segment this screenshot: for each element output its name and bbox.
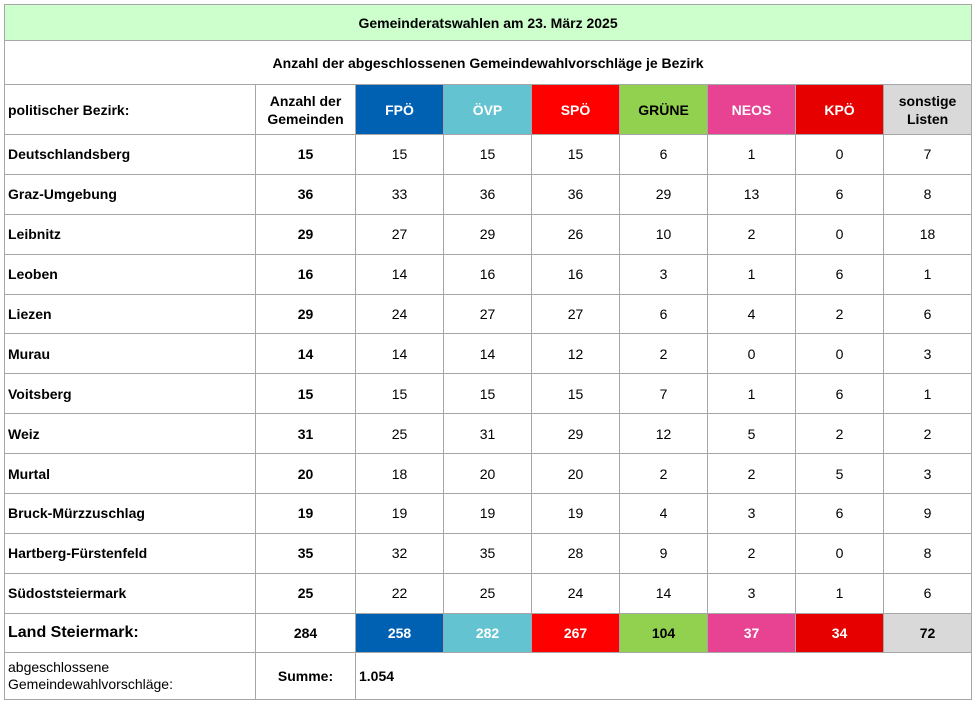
table-row <box>5 334 972 374</box>
row-value: 15 <box>444 374 532 414</box>
row-value: 3 <box>620 254 708 294</box>
row-value: 16 <box>532 254 620 294</box>
row-value: 1 <box>884 374 972 414</box>
row-value: 36 <box>532 174 620 214</box>
row-bezirk: Weiz <box>5 414 256 454</box>
row-value: 3 <box>708 573 796 613</box>
summary-value: 1.054 <box>356 652 972 699</box>
row-value: 2 <box>708 214 796 254</box>
row-gemeinden: 29 <box>256 294 356 334</box>
row-bezirk: Südoststeiermark <box>5 573 256 613</box>
row-value: 2 <box>708 454 796 494</box>
row-value: 10 <box>620 214 708 254</box>
table-row <box>5 533 972 573</box>
row-value: 9 <box>620 533 708 573</box>
row-value: 31 <box>444 414 532 454</box>
row-value: 3 <box>708 494 796 534</box>
row-value: 18 <box>356 454 444 494</box>
row-value: 15 <box>532 135 620 175</box>
row-value: 27 <box>444 294 532 334</box>
table-title: Gemeinderatswahlen am 23. März 2025 <box>5 5 972 41</box>
results-table <box>4 4 972 700</box>
row-value: 22 <box>356 573 444 613</box>
row-value: 6 <box>796 374 884 414</box>
row-value: 12 <box>532 334 620 374</box>
row-value: 25 <box>444 573 532 613</box>
row-value: 18 <box>884 214 972 254</box>
row-value: 27 <box>356 214 444 254</box>
total-value: 72 <box>884 613 972 652</box>
row-value: 1 <box>708 254 796 294</box>
row-gemeinden: 19 <box>256 494 356 534</box>
row-value: 0 <box>796 533 884 573</box>
total-label: Land Steiermark: <box>5 613 256 652</box>
row-bezirk: Graz-Umgebung <box>5 174 256 214</box>
row-gemeinden: 29 <box>256 214 356 254</box>
row-value: 9 <box>884 494 972 534</box>
row-value: 2 <box>620 334 708 374</box>
table-row <box>5 135 972 175</box>
total-value: 37 <box>708 613 796 652</box>
row-value: 14 <box>356 254 444 294</box>
row-value: 4 <box>620 494 708 534</box>
table-row <box>5 374 972 414</box>
row-value: 19 <box>444 494 532 534</box>
summary-label: Summe: <box>256 652 356 699</box>
table-row <box>5 294 972 334</box>
table-subtitle: Anzahl der abgeschlossenen Gemeindewahlvorschläge je Bezirk <box>5 41 972 85</box>
row-gemeinden: 20 <box>256 454 356 494</box>
row-value: 26 <box>532 214 620 254</box>
header-party-fpö: FPÖ <box>356 85 444 135</box>
total-value: 34 <box>796 613 884 652</box>
row-bezirk: Deutschlandsberg <box>5 135 256 175</box>
row-value: 15 <box>356 374 444 414</box>
row-value: 4 <box>708 294 796 334</box>
row-value: 15 <box>532 374 620 414</box>
row-value: 19 <box>532 494 620 534</box>
row-value: 14 <box>444 334 532 374</box>
row-value: 7 <box>884 135 972 175</box>
row-value: 1 <box>796 573 884 613</box>
row-value: 35 <box>444 533 532 573</box>
row-value: 20 <box>532 454 620 494</box>
row-value: 6 <box>796 174 884 214</box>
table-row <box>5 174 972 214</box>
row-gemeinden: 25 <box>256 573 356 613</box>
total-value: 267 <box>532 613 620 652</box>
row-value: 6 <box>796 254 884 294</box>
header-bezirk: politischer Bezirk: <box>5 85 256 135</box>
row-value: 14 <box>356 334 444 374</box>
row-gemeinden: 16 <box>256 254 356 294</box>
summary-note <box>5 652 256 699</box>
row-value: 12 <box>620 414 708 454</box>
table-row <box>5 573 972 613</box>
row-value: 3 <box>884 454 972 494</box>
row-value: 6 <box>620 135 708 175</box>
row-gemeinden: 15 <box>256 374 356 414</box>
row-value: 6 <box>884 294 972 334</box>
row-value: 27 <box>532 294 620 334</box>
row-value: 20 <box>444 454 532 494</box>
row-value: 16 <box>444 254 532 294</box>
row-value: 8 <box>884 174 972 214</box>
table-row <box>5 494 972 534</box>
summary-row <box>5 652 972 699</box>
row-gemeinden: 15 <box>256 135 356 175</box>
row-value: 6 <box>620 294 708 334</box>
table-row <box>5 414 972 454</box>
row-bezirk: Liezen <box>5 294 256 334</box>
row-value: 32 <box>356 533 444 573</box>
header-party-kpö: KPÖ <box>796 85 884 135</box>
row-value: 8 <box>884 533 972 573</box>
row-value: 5 <box>708 414 796 454</box>
header-party-neos: NEOS <box>708 85 796 135</box>
row-value: 24 <box>356 294 444 334</box>
row-bezirk: Murau <box>5 334 256 374</box>
row-bezirk: Leibnitz <box>5 214 256 254</box>
row-value: 5 <box>796 454 884 494</box>
row-value: 0 <box>796 214 884 254</box>
row-value: 2 <box>620 454 708 494</box>
row-value: 0 <box>796 135 884 175</box>
row-value: 24 <box>532 573 620 613</box>
header-gemeinden <box>256 85 356 135</box>
row-value: 0 <box>708 334 796 374</box>
row-bezirk: Murtal <box>5 454 256 494</box>
row-value: 6 <box>796 494 884 534</box>
row-value: 1 <box>708 135 796 175</box>
row-value: 15 <box>356 135 444 175</box>
header-party-spö: SPÖ <box>532 85 620 135</box>
row-value: 28 <box>532 533 620 573</box>
row-value: 29 <box>532 414 620 454</box>
row-value: 1 <box>708 374 796 414</box>
row-value: 2 <box>884 414 972 454</box>
table-row <box>5 254 972 294</box>
row-value: 29 <box>620 174 708 214</box>
row-value: 0 <box>796 334 884 374</box>
table-row <box>5 454 972 494</box>
row-gemeinden: 31 <box>256 414 356 454</box>
header-sonstige <box>884 85 972 135</box>
row-bezirk: Voitsberg <box>5 374 256 414</box>
row-value: 15 <box>444 135 532 175</box>
total-value: 282 <box>444 613 532 652</box>
total-gemeinden: 284 <box>256 613 356 652</box>
row-value: 1 <box>884 254 972 294</box>
row-value: 2 <box>708 533 796 573</box>
row-value: 25 <box>356 414 444 454</box>
row-value: 2 <box>796 294 884 334</box>
row-value: 19 <box>356 494 444 534</box>
row-value: 14 <box>620 573 708 613</box>
total-row <box>5 613 972 652</box>
total-value: 258 <box>356 613 444 652</box>
table-row <box>5 214 972 254</box>
row-bezirk: Leoben <box>5 254 256 294</box>
row-value: 3 <box>884 334 972 374</box>
row-value: 13 <box>708 174 796 214</box>
row-gemeinden: 36 <box>256 174 356 214</box>
summary-note-line1: abgeschlossene <box>8 658 110 675</box>
header-gemeinden-line2: Gemeinden <box>267 110 344 127</box>
header-sonstige-line1: sonstige <box>898 92 957 109</box>
row-bezirk: Bruck-Mürzzuschlag <box>5 494 256 534</box>
row-value: 2 <box>796 414 884 454</box>
header-gemeinden-line1: Anzahl der <box>269 92 342 109</box>
header-party-övp: ÖVP <box>444 85 532 135</box>
summary-note-line2: Gemeindewahlvorschläge: <box>8 675 173 692</box>
row-value: 6 <box>884 573 972 613</box>
total-value: 104 <box>620 613 708 652</box>
row-value: 7 <box>620 374 708 414</box>
row-value: 36 <box>444 174 532 214</box>
row-gemeinden: 35 <box>256 533 356 573</box>
row-value: 33 <box>356 174 444 214</box>
row-bezirk: Hartberg-Fürstenfeld <box>5 533 256 573</box>
row-value: 29 <box>444 214 532 254</box>
header-sonstige-line2: Listen <box>906 110 949 127</box>
header-party-grüne: GRÜNE <box>620 85 708 135</box>
row-gemeinden: 14 <box>256 334 356 374</box>
